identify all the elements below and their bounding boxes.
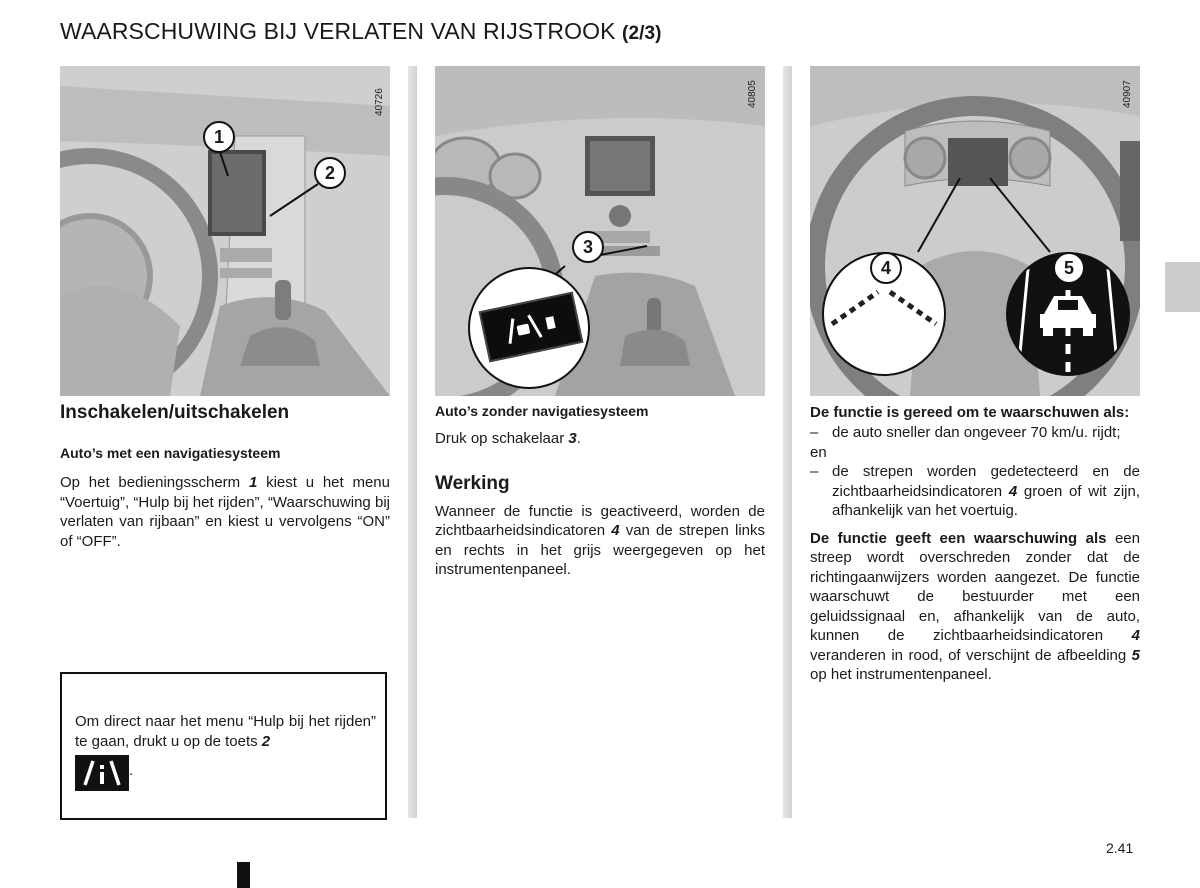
subheading-with-navigation: Auto’s met een navigatiesysteem <box>60 445 281 461</box>
column-3 <box>810 403 1140 685</box>
callout-3: 3 <box>572 231 604 263</box>
callout-4: 4 <box>870 252 902 284</box>
lane-lines-icon <box>75 755 129 791</box>
text: Op het bedieningsscherm <box>60 474 249 491</box>
text: De functie geeft een waarschuwing als <box>810 529 1107 547</box>
zoom-circle-switch <box>468 267 590 389</box>
text: op het instrumentenpaneel. <box>810 666 992 683</box>
column-divider <box>783 66 792 818</box>
lane-switch <box>479 292 584 363</box>
text: . <box>129 761 134 779</box>
ref-2: 2 <box>261 732 271 750</box>
page-title <box>60 18 662 45</box>
info-box-text <box>75 712 376 791</box>
list-item <box>810 462 1140 521</box>
paragraph-switch <box>435 429 765 449</box>
dash: – <box>810 463 819 480</box>
dashboard-illustration <box>60 66 390 396</box>
figure-dashboard-screen <box>60 66 390 396</box>
text: . <box>576 430 581 447</box>
title-text: WAARSCHUWING BIJ VERLATEN VAN RIJSTROOK <box>60 18 616 44</box>
footer-marker <box>237 862 250 888</box>
callout-1: 1 <box>203 121 235 153</box>
title-part: (2/3) <box>622 23 662 44</box>
conditions-intro: De functie is gereed om te waarschuwen als: <box>810 404 1130 421</box>
figure-code: 40726 <box>374 88 385 116</box>
condition-lines <box>832 462 1140 521</box>
text: Wanneer de functie is geactiveerd, worden de zichtbaarheidsindicatoren <box>435 502 765 539</box>
list-item <box>810 423 1140 443</box>
text: groen of wit zijn, afhankelijk van het voertuig. <box>832 482 1140 519</box>
paragraph-warning <box>810 529 1140 685</box>
text: van de strepen links en rechts in het grijs weergegeven op het instrumentenpaneel. <box>435 522 765 578</box>
info-box <box>60 672 387 820</box>
section-heading-operation: Werking <box>435 472 510 494</box>
text: de strepen worden gedetecteerd en de zichtbaarheidsindicatoren <box>832 463 1140 500</box>
figure-code: 40907 <box>1122 80 1133 108</box>
lane-assist-icon <box>481 294 581 360</box>
column-2 <box>435 403 765 580</box>
text: kiest u het menu “Voertuig”, “Hulp bij het rijden”, “Waarschuwing bij verlaten van rijbaan” en kiest u vervolgens “ON” of “OFF”. <box>60 474 390 550</box>
callout-2: 2 <box>314 157 346 189</box>
text: Om direct naar het menu “Hulp bij het rijden” te gaan, drukt u op de toets <box>75 713 376 750</box>
ref-4: 4 <box>1008 482 1018 500</box>
page-number: 2.41 <box>1106 840 1134 856</box>
ref-4: 4 <box>1131 627 1140 644</box>
lane-assist-button-icon <box>75 755 129 791</box>
subheading-without-navigation: Auto’s zonder navigatiesysteem <box>435 403 649 419</box>
figure-code: 40805 <box>747 80 758 108</box>
text: Druk op schakelaar <box>435 430 569 447</box>
ref-3: 3 <box>568 430 577 447</box>
paragraph-activation <box>60 473 390 551</box>
conjunction: en <box>810 443 827 461</box>
condition-speed: de auto sneller dan ongeveer 70 km/u. rijdt; <box>832 424 1121 441</box>
ref-4: 4 <box>611 522 620 539</box>
text: veranderen in rood, of verschijnt de afbeelding <box>810 646 1132 664</box>
column-1 <box>60 402 390 551</box>
paragraph-operation <box>435 502 765 580</box>
section-tab <box>1165 262 1200 312</box>
ref-1: 1 <box>248 474 258 491</box>
column-divider <box>408 66 417 818</box>
ref-5: 5 <box>1131 646 1140 664</box>
dash: – <box>810 424 819 441</box>
callout-5: 5 <box>1053 252 1085 284</box>
section-heading-activation: Inschakelen/uitschakelen <box>60 402 290 423</box>
text: een streep wordt overschreden zonder dat de richtingaanwijzers worden aangezet. De functie waarschuwt de bestuurder met een geluidssignaal en, afhankelijk van de auto, kunnen de zichtbaarheidsindicatoren <box>810 529 1140 644</box>
